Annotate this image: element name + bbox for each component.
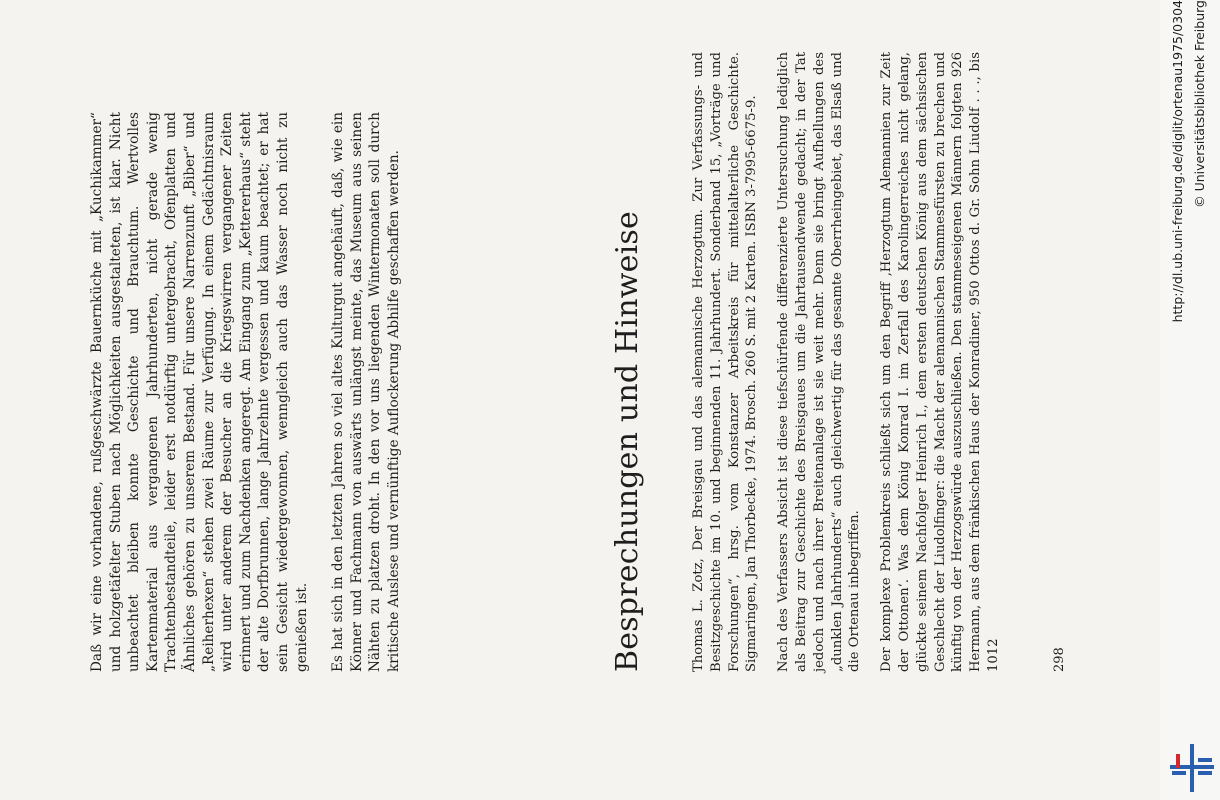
library-logo-icon: [1170, 744, 1214, 792]
section-heading: Besprechungen und Hinweise: [610, 211, 645, 672]
museum-paragraph-2: Es hat sich in den letzten Jahren so viel altes Kulturgut angehäuft, daß, wie ein Könner und Fachmann von auswärts unlängst meinte, das Museum aus seinen Nähten zu platzen droht. In den vor uns liegenden Wintermonaten soll durch kritische Auslese und vernünftige Auflockerung Abhilfe geschaffen werden.: [330, 112, 402, 672]
review-paragraph-1: Nach des Verfassers Absicht ist diese tiefschürfende differenzierte Untersuchung lediglich als Beitrag zur Geschichte des Breisgaues um die Jahrtausendwende gedacht; in der Tat jedoch und nach ihrer Breitenanlage ist sie weit mehr. Denn sie bringt Aufhellungen des „dunklen Jahrhunderts“ auch gleichwertig für das gesamte Oberrheingebiet, das Elsaß und die Ortenau inbegriffen.: [776, 52, 863, 672]
stamp-copyright: © Universitätsbibliothek Freiburg: [1192, 0, 1207, 208]
museum-paragraph-1: Daß wir eine vorhandene, rußgeschwärzte Bauernküche mit „Kuchikammer“ und holzgetäfelter Stuben nach Möglichkeiten ausgestalteten, ist klar. Nicht unbeachtet bleiben konnte Geschichte und Brauchtum. Wertvolles Kartenmaterial aus vergangenen Jahrhunderten, nicht gerade wenig Trachtenbestandteile, leider erst notdürftig untergebracht, Ofenplatten und Ähnliches gehören zu unserem Bestand. Für unsere Narrenzunft „Biber“ und „Reiherhexen“ stehen zwei Räume zur Verfügung. In einem Gedächtnisraum wird unter anderem der Besucher an die Kriegswirren vergangener Zeiten erinnert und zum Nachdenken angeregt. Am Eingang zum „Kettererhaus“ steht der alte Dorfbrunnen, lange Jahrzehnte vergessen und kaum beachtet; er hat sein Gesicht wiedergewonnen, wenngleich auch das Wasser noch nicht zu genießen ist.: [89, 112, 310, 672]
page-number: 298: [1052, 647, 1067, 672]
review-citation: Thomas L. Zotz, Der Breisgau und das alemannische Herzogtum. Zur Verfassungs- und Besitzgeschichte im 10. und beginnenden 11. Jahrhundert. Sonderband 15, „Vorträge und Forschungen“, hrsg. vom Konstanzer Arbeitskreis für mittelalterliche Geschichte. Sigmaringen, Jan Thorbecke, 1974. Brosch. 260 S. mit 2 Karten. ISBN 3-7995-6675-9.: [691, 52, 760, 672]
body-text-column: [88, 112, 404, 672]
library-stamp: [1160, 0, 1220, 800]
stamp-url-link[interactable]: http://dl.ub.uni-freiburg.de/diglit/ortenau1975/0304: [1170, 0, 1185, 323]
review-column: [690, 52, 1003, 672]
review-paragraph-2: Der komplexe Problemkreis schließt sich um den Begriff ‚Herzogtum Alemannien zur Zeit der Ottonen‘. Was dem König Konrad I. im Zerfall des Karolingerreiches nicht gelang, glückte seinem Nachfolger Heinrich I., dem ersten deutschen König aus dem sächsischen Geschlecht der Liudolfinger: die Macht der alemannischen Stammesfürsten zu brechen und künftig von der Herzogswürde auszuschließen. Den stammeseigenen Männern folgten 926 Hermann, aus dem fränkischen Haus der Konradiner, 950 Ottos d. Gr. Sohn Liudolf . . ., bis 1012: [879, 52, 1001, 672]
